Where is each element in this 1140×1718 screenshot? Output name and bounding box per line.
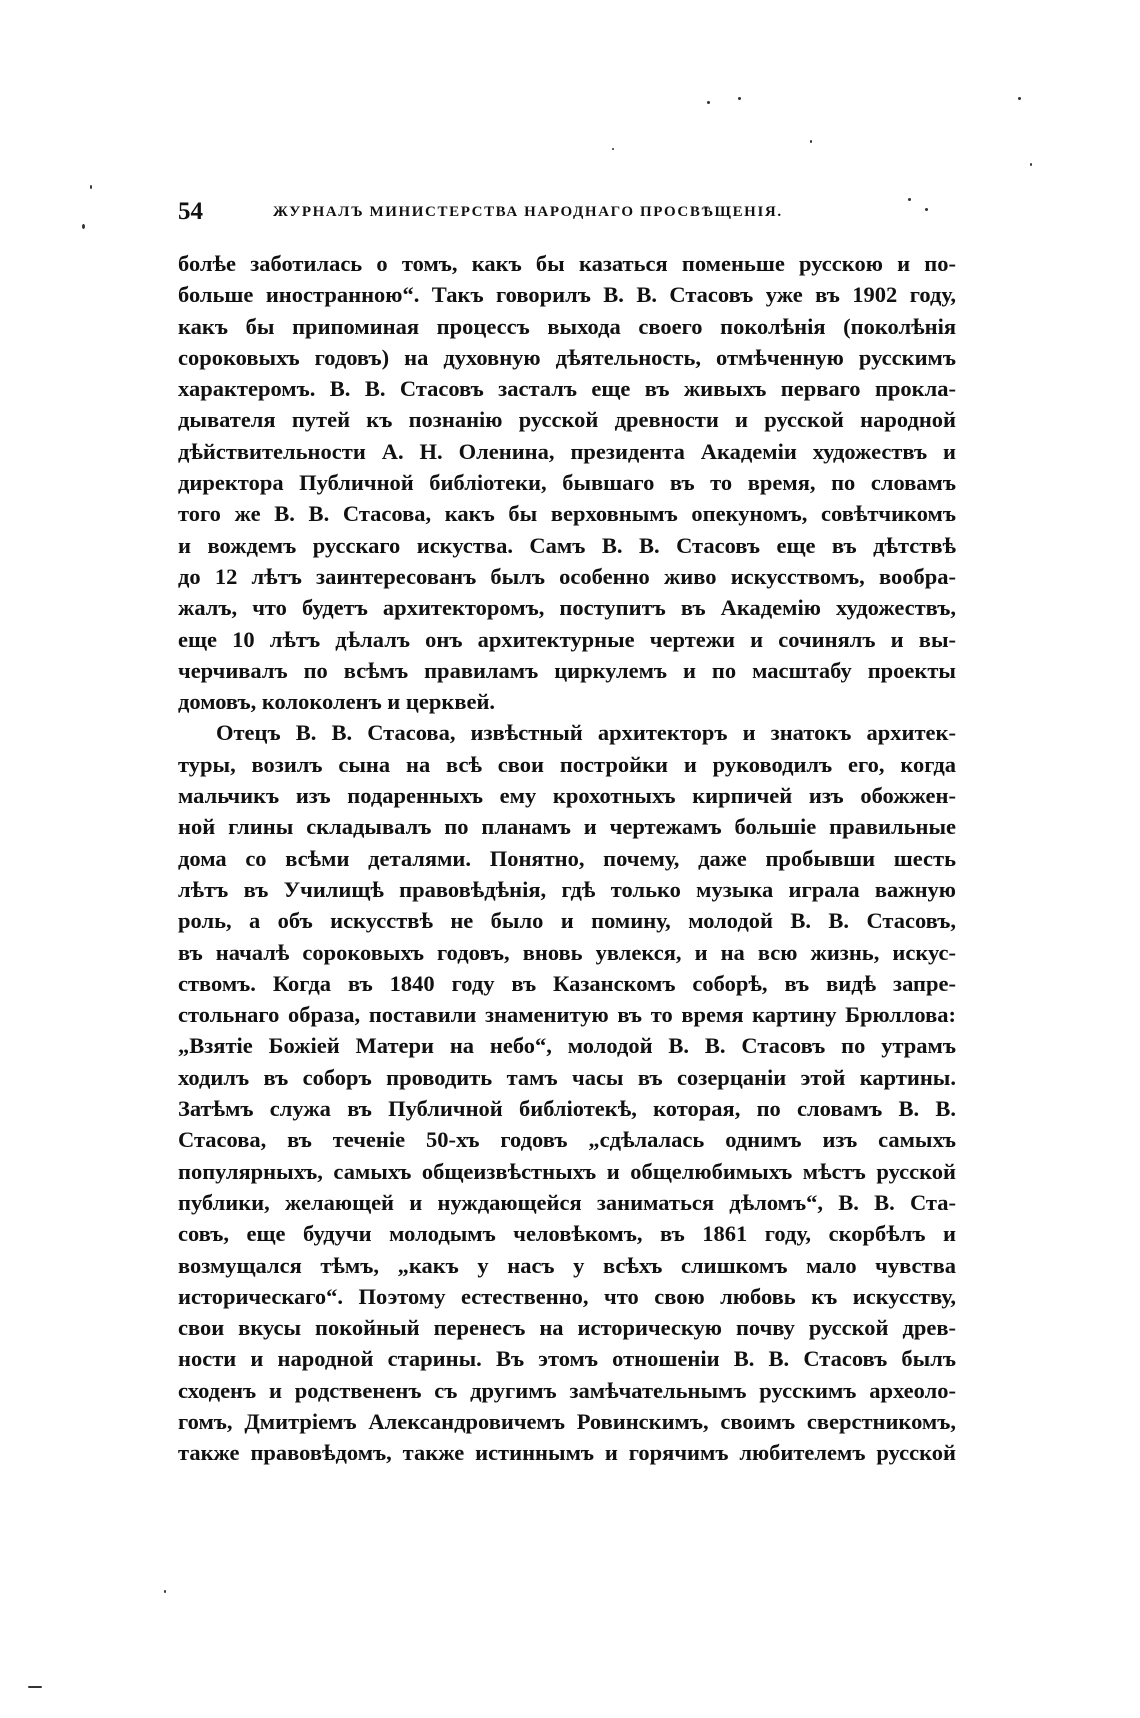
scan-speck [738, 97, 741, 100]
text-line: публики, желающей и нуждающейся заниматься дѣломъ“, В. В. Ста- [178, 1189, 956, 1215]
scan-speck [1030, 163, 1032, 166]
text-line: еще 10 лѣтъ дѣлалъ онъ архитектурные чертежи и сочинялъ и вы- [178, 626, 956, 652]
paragraph-start-line: Отецъ В. В. Стасова, извѣстный архитекторъ и знатокъ архитек- [216, 720, 956, 746]
text-line: ходилъ въ соборъ проводить тамъ часы въ созерцаніи этой картины. [178, 1064, 956, 1090]
text-line: того же В. В. Стасова, какъ бы верховнымъ опекуномъ, совѣтчикомъ [178, 501, 956, 527]
paragraph-end-line: домовъ, колоколенъ и церквей. [178, 689, 496, 715]
text-line: дѣйствительности А. Н. Оленина, президента Академіи художествъ и [178, 438, 956, 464]
scan-speck [612, 148, 614, 150]
text-line: дывателя путей къ познанію русской древности и русской народной [178, 407, 956, 433]
text-line: возмущался тѣмъ, „какъ у насъ у всѣхъ слишкомъ мало чувства [178, 1252, 956, 1278]
scan-speck [1018, 97, 1021, 100]
text-line: ности и народной старины. Въ этомъ отношеніи В. В. Стасовъ былъ [178, 1346, 956, 1372]
text-line: Стасова, въ теченіе 50-хъ годовъ „сдѣлалась однимъ изъ самыхъ [178, 1127, 956, 1153]
text-line: дома со всѣми деталями. Понятно, почему, даже пробывши шесть [178, 845, 956, 871]
text-line: черчивалъ по всѣмъ правиламъ циркулемъ и по масштабу проекты [178, 657, 956, 683]
scan-speck [925, 208, 928, 211]
text-line: ствомъ. Когда въ 1840 году въ Казанскомъ соборѣ, въ видѣ запре- [178, 970, 956, 996]
text-line: сороковыхъ годовъ) на духовную дѣятельность, отмѣченную русскимъ [178, 344, 956, 370]
scan-speck [164, 1590, 166, 1593]
page-number: 54 [178, 198, 203, 225]
text-line: директора Публичной библіотеки, бывшаго въ то время, по словамъ [178, 470, 956, 496]
text-line: лѣтъ въ Училищѣ правовѣдѣнія, гдѣ только музыка играла важную [178, 876, 956, 902]
text-line: совъ, еще будучи молодымъ человѣкомъ, въ 1861 году, скорбѣлъ и [178, 1221, 956, 1247]
text-line: „Взятіе Божіей Матери на небо“, молодой В. В. Стасовъ по утрамъ [178, 1033, 956, 1059]
scan-speck [82, 224, 85, 229]
body-text [178, 248, 956, 1469]
text-line: жалъ, что будетъ архитекторомъ, поступитъ въ Академію художествъ, [178, 595, 956, 621]
text-line: историческаго“. Поэтому естественно, что свою любовь къ искусству, [178, 1283, 956, 1309]
text-line: болѣе заботилась о томъ, какъ бы казаться поменьше русскою и по- [178, 251, 956, 276]
text-line: ной глины складывалъ по планамъ и чертежамъ большіе правильные [178, 814, 956, 840]
text-line: до 12 лѣтъ заинтересованъ былъ особенно живо искусствомъ, вообра- [178, 563, 956, 589]
text-line: въ началѣ сороковыхъ годовъ, вновь увлекся, и на всю жизнь, искус- [178, 939, 956, 965]
scan-speck [28, 1686, 42, 1688]
text-line: Затѣмъ служа въ Публичной библіотекѣ, которая, по словамъ В. В. [178, 1096, 956, 1122]
text-line: какъ бы припоминая процессъ выхода своего поколѣнія (поколѣнія [178, 313, 956, 339]
text-line: популярныхъ, самыхъ общеизвѣстныхъ и общелюбимыхъ мѣстъ русской [178, 1158, 956, 1184]
running-head: ЖУРНАЛЪ МИНИСТЕРСТВА НАРОДНАГО ПРОСВѢЩЕНІЯ. [273, 204, 783, 220]
scan-speck [707, 101, 710, 104]
text-line: туры, возилъ сына на всѣ свои постройки и руководилъ его, когда [178, 751, 956, 777]
text-line: свои вкусы покойный перенесъ на историческую почву русской древ- [178, 1315, 956, 1341]
text-line: больше иностранною“. Такъ говорилъ В. В. Стасовъ уже въ 1902 году, [178, 282, 956, 308]
scan-speck [90, 185, 92, 189]
scan-speck [810, 140, 812, 143]
text-line: гомъ, Дмитріемъ Александровичемъ Ровинскимъ, своимъ сверстникомъ, [178, 1408, 956, 1434]
text-line: сходенъ и родствененъ съ другимъ замѣчательнымъ русскимъ археоло- [178, 1377, 956, 1403]
page-header [178, 198, 948, 238]
text-line: стольнаго образа, поставили знаменитую въ то время картину Брюллова: [178, 1002, 956, 1028]
text-line: и вождемъ русскаго искуства. Самъ В. В. Стасовъ еще въ дѣтствѣ [178, 532, 956, 558]
text-line: также правовѣдомъ, также истиннымъ и горячимъ любителемъ русской [178, 1440, 956, 1466]
text-line: мальчикъ изъ подаренныхъ ему крохотныхъ кирпичей изъ обожжен- [178, 783, 956, 809]
scan-speck [908, 198, 911, 201]
text-line: роль, а объ искусствѣ не было и помину, молодой В. В. Стасовъ, [178, 908, 956, 934]
text-line: характеромъ. В. В. Стасовъ засталъ еще въ живыхъ перваго прокла- [178, 376, 956, 402]
